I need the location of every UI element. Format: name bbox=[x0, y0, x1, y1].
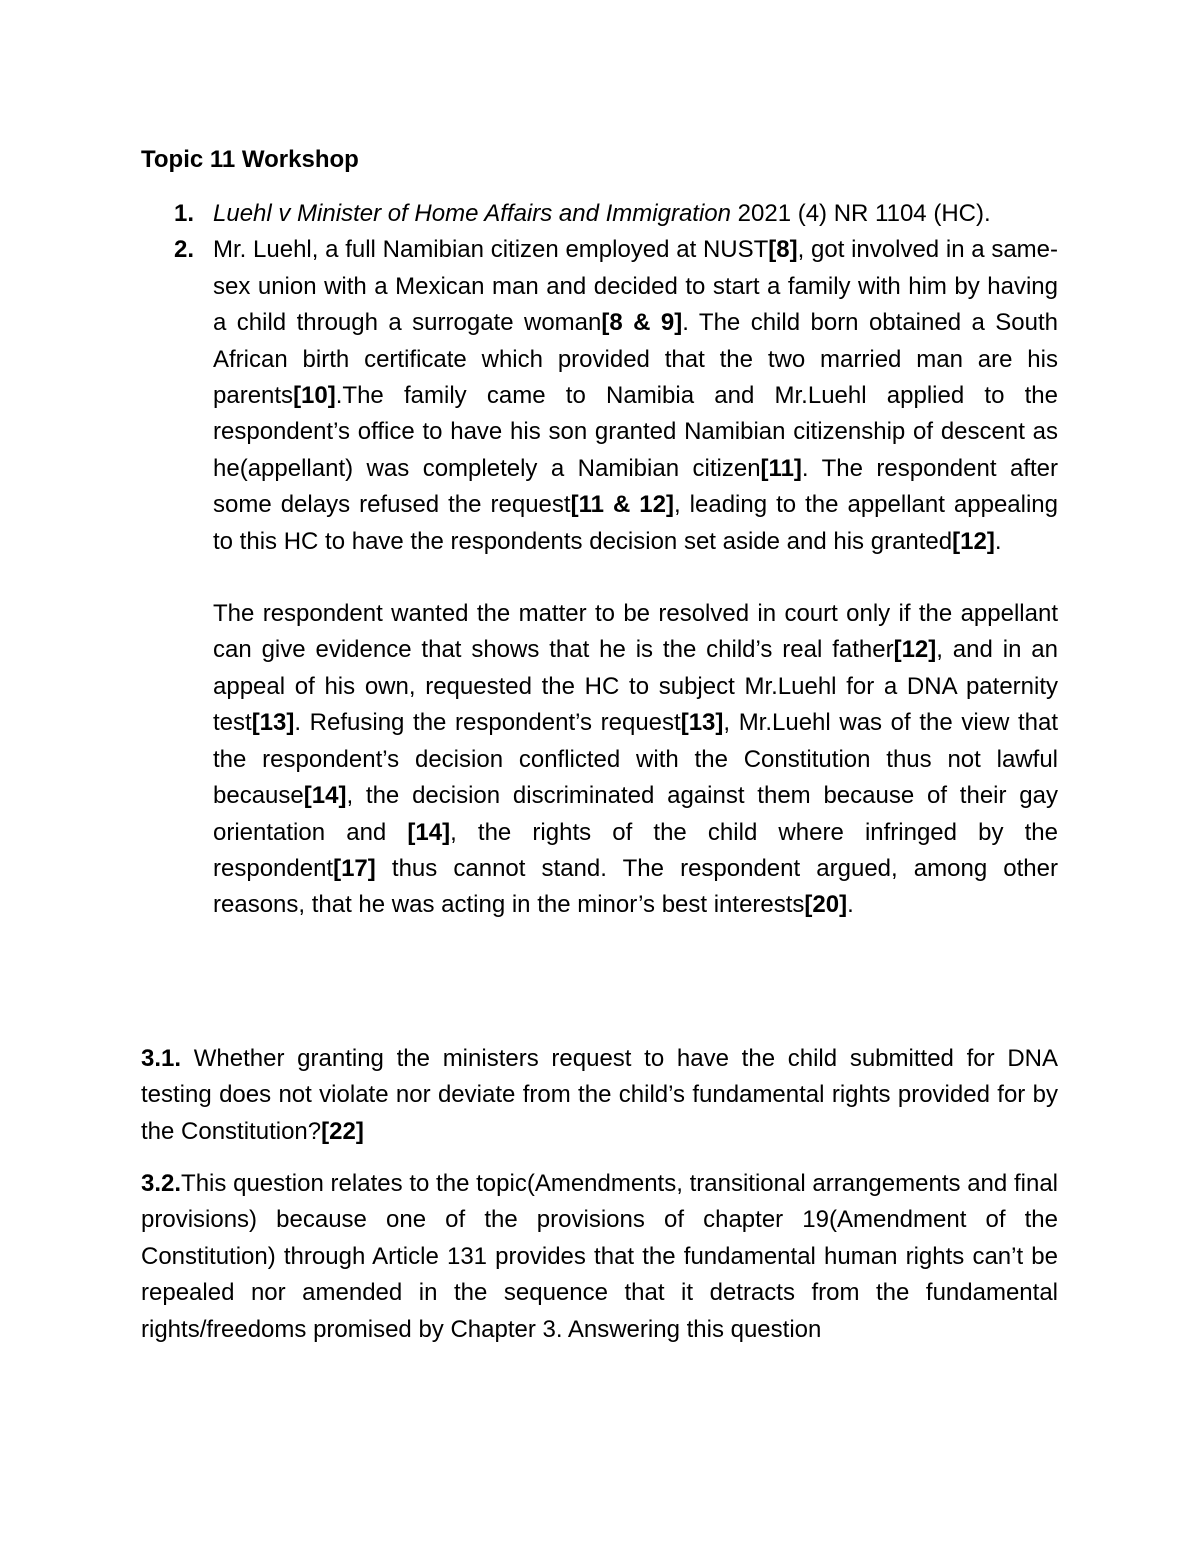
text-run: . bbox=[994, 527, 1002, 555]
paragraph-ref: [11] bbox=[760, 454, 802, 482]
text-run: The respondent wanted the matter to be resolved in court only if the appellant can give evidence that shows that he is the child’s real father bbox=[213, 600, 1058, 664]
list-number-1: 1. bbox=[174, 200, 195, 227]
paragraph-ref: [10] bbox=[293, 382, 336, 410]
page-title: Topic 11 Workshop bbox=[141, 146, 359, 173]
text-run: , the decision discriminated against them because of their gay orientation and bbox=[213, 782, 1058, 846]
text-run: . bbox=[847, 891, 854, 919]
paragraph-ref: [22] bbox=[321, 1117, 364, 1145]
text-run: , Mr.Luehl was of the view that the respondent’s decision conflicted with the Constitution thus not lawful because bbox=[213, 709, 1059, 810]
paragraph-ref: [12] bbox=[952, 527, 995, 555]
paragraph-ref: [8] bbox=[768, 236, 798, 264]
question-label: 3.2. bbox=[141, 1170, 182, 1197]
case-name: Luehl v Minister of Home Affairs and Immigration bbox=[213, 200, 731, 227]
text-run: . Refusing the respondent’s request bbox=[294, 709, 681, 737]
text-run: , the rights of the child where infringed by the respondent bbox=[213, 818, 1059, 882]
list-item-2 bbox=[141, 232, 1058, 923]
text-run: , and in an appeal of his own, requested the HC to subject Mr.Luehl for a DNA paternity test bbox=[213, 636, 1058, 737]
paragraph-ref: [12] bbox=[893, 636, 937, 664]
case-citation: 2021 (4) NR 1104 (HC). bbox=[730, 200, 991, 227]
paragraph-facts bbox=[213, 232, 1058, 560]
question-text: This question relates to the topic(Amendments, transitional arrangements and final provisions) because one of the provisions of chapter 19(Amendment of the Constitution) through Article 131 provides that the fundamental human rights can’t be repealed nor amended in the sequence that it detracts from the fundamental rights/freedoms promised by Chapter 3. Answering this question bbox=[141, 1170, 1058, 1343]
list-item-1 bbox=[141, 196, 1058, 232]
paragraph-ref: [13] bbox=[251, 709, 295, 737]
paragraph-ref: [8 & 9] bbox=[601, 309, 683, 337]
text-run: , got involved in a same-sex union with a Mexican man and decided to start a family with him by having a child through a surrogate woman bbox=[213, 236, 1058, 337]
paragraph-ref: [14] bbox=[303, 782, 347, 810]
paragraph-ref: [11 & 12] bbox=[570, 491, 674, 519]
question-text: Whether granting the ministers request to have the child submitted for DNA testing does not violate nor deviate from the child’s fundamental rights provided for by the Constitution? bbox=[141, 1045, 1058, 1145]
text-run: , leading to the appellant appealing to this HC to have the respondents decision set aside and his granted bbox=[213, 491, 1059, 555]
paragraph-ref: [14] bbox=[407, 818, 451, 846]
text-run: .The family came to Namibia and Mr.Luehl applied to the respondent’s office to have his son granted Namibian citizenship of descent as he(appellant) was completely a Namibian citizen bbox=[213, 382, 1058, 482]
text-run: . The child born obtained a South African birth certificate which provided that the two married man are his parents bbox=[213, 309, 1058, 410]
list-number-2: 2. bbox=[174, 236, 195, 264]
question-3-2 bbox=[141, 1166, 1058, 1348]
question-3-1 bbox=[141, 1041, 1058, 1150]
text-run: Mr. Luehl, a full Namibian citizen employed at NUST bbox=[213, 236, 769, 264]
question-label: 3.1. bbox=[141, 1045, 182, 1072]
paragraph-arguments bbox=[213, 596, 1058, 924]
numbered-list bbox=[141, 196, 1058, 924]
paragraph-ref: [17] bbox=[333, 854, 376, 882]
text-run: thus cannot stand. The respondent argued, among other reasons, that he was acting in the minor’s best interests bbox=[213, 854, 1058, 919]
paragraph-spacer bbox=[213, 560, 1058, 596]
text-run: . The respondent after some delays refused the request bbox=[213, 454, 1058, 519]
paragraph-ref: [20] bbox=[804, 891, 848, 919]
paragraph-ref: [13] bbox=[680, 709, 724, 737]
